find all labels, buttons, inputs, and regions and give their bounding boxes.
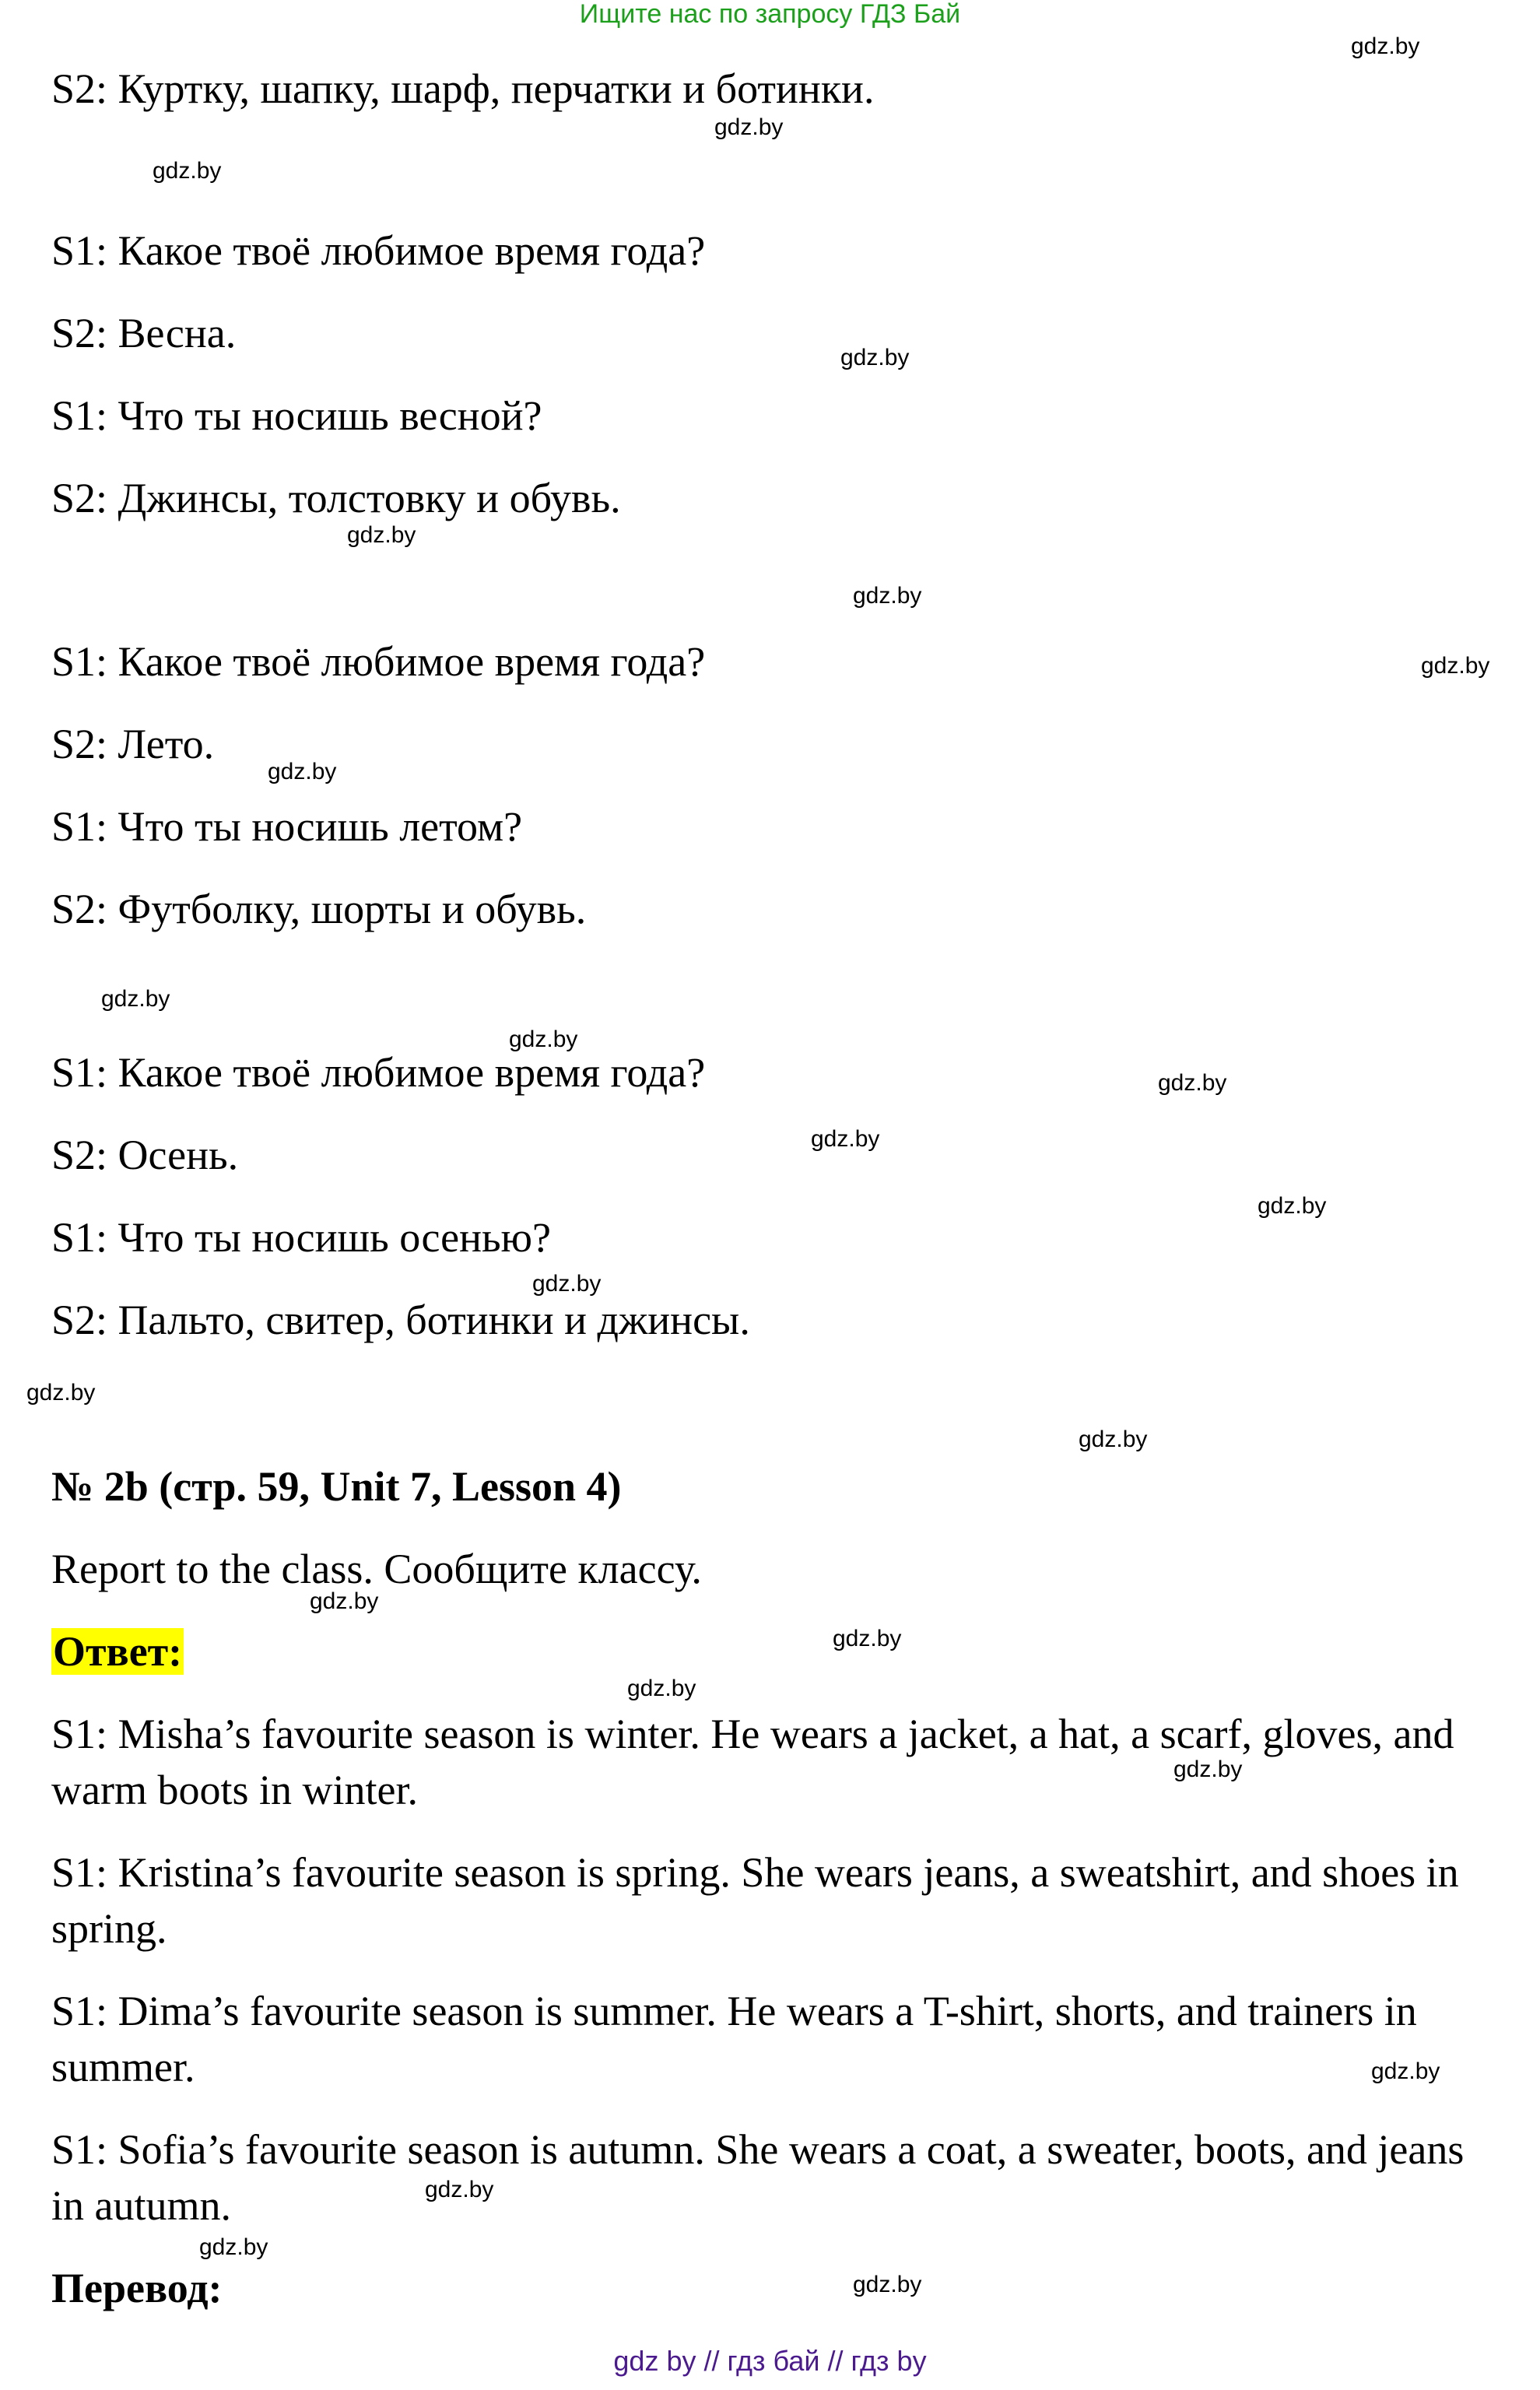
dialogue-line: S2: Куртку, шапку, шарф, перчатки и ботинки. (51, 65, 875, 112)
watermark: gdz.by (509, 1027, 578, 1052)
top-banner[interactable]: Ищите нас по запросу ГДЗ Бай (579, 0, 961, 29)
watermark: gdz.by (1258, 1193, 1327, 1219)
watermark: gdz.by (853, 583, 922, 609)
answer-label (51, 1623, 184, 1679)
footer-link-gdz-by[interactable]: gdz by (613, 2345, 696, 2377)
watermark: gdz.by (532, 1271, 602, 1297)
dialogue-line: S1: Что ты носишь летом? (51, 803, 523, 850)
watermark: gdz.by (1079, 1427, 1148, 1452)
answer-paragraph: S1: Kristina’s favourite season is spring. She wears jeans, a sweatshirt, and shoes in spring. (51, 1849, 1459, 1952)
answer-paragraph: S1: Misha’s favourite season is winter. He wears a jacket, a hat, a scarf, gloves, and warm boots in winter. (51, 1711, 1454, 1813)
dialogue-line: S2: Пальто, свитер, ботинки и джинсы. (51, 1297, 750, 1343)
watermark: gdz.by (1351, 33, 1420, 59)
dialogue-line: S2: Осень. (51, 1132, 239, 1178)
watermark: gdz.by (26, 1380, 96, 1406)
dialogue-line: S2: Весна. (51, 310, 237, 356)
watermark: gdz.by (811, 1126, 880, 1152)
answer-paragraph: S1: Dima’s favourite season is summer. He wears a T-shirt, shorts, and trainers in summer. (51, 1988, 1417, 2090)
dialogue-line: S1: Какое твоё любимое время года? (51, 1049, 706, 1096)
dialogue-line: S1: Что ты носишь весной? (51, 392, 542, 439)
watermark: gdz.by (153, 158, 222, 184)
dialogue-line: S1: Какое твоё любимое время года? (51, 638, 706, 685)
watermark: gdz.by (425, 2177, 494, 2202)
footer-link-gdz-by-cyr[interactable]: гдз by (851, 2345, 927, 2377)
task-heading: № 2b (стр. 59, Unit 7, Lesson 4) (51, 1463, 622, 1510)
answer-paragraph: S1: Sofia’s favourite season is autumn. She wears a coat, a sweater, boots, and jeans in autumn. (51, 2126, 1465, 2229)
watermark: gdz.by (101, 986, 170, 1012)
footer-separator: // (827, 2345, 844, 2377)
watermark: gdz.by (199, 2234, 268, 2260)
answer-label-text: Ответ: (53, 1628, 183, 1675)
dialogue-line: S1: Что ты носишь осенью? (51, 1214, 551, 1261)
task-instruction: Report to the class. Сообщите классу. (51, 1546, 702, 1592)
watermark: gdz.by (1421, 653, 1490, 679)
watermark: gdz.by (627, 1676, 696, 1701)
watermark: gdz.by (268, 759, 337, 784)
watermark: gdz.by (840, 345, 910, 370)
watermark: gdz.by (1158, 1070, 1227, 1096)
footer-separator: // (703, 2345, 720, 2377)
footer-links (0, 2344, 1540, 2378)
watermark: gdz.by (853, 2272, 922, 2297)
translation-label: Перевод: (51, 2265, 223, 2311)
footer-link-gdz-bai[interactable]: гдз бай (727, 2345, 820, 2377)
dialogue-line: S2: Джинсы, толстовку и обувь. (51, 475, 621, 521)
dialogue-line: S2: Футболку, шорты и обувь. (51, 886, 587, 932)
watermark: gdz.by (714, 114, 784, 140)
dialogue-line: S1: Какое твоё любимое время года? (51, 227, 706, 274)
watermark: gdz.by (833, 1626, 902, 1651)
dialogue-line: S2: Лето. (51, 721, 215, 767)
watermark: gdz.by (310, 1588, 379, 1614)
watermark: gdz.by (1173, 1757, 1243, 1782)
watermark: gdz.by (347, 522, 416, 548)
watermark: gdz.by (1371, 2058, 1440, 2084)
